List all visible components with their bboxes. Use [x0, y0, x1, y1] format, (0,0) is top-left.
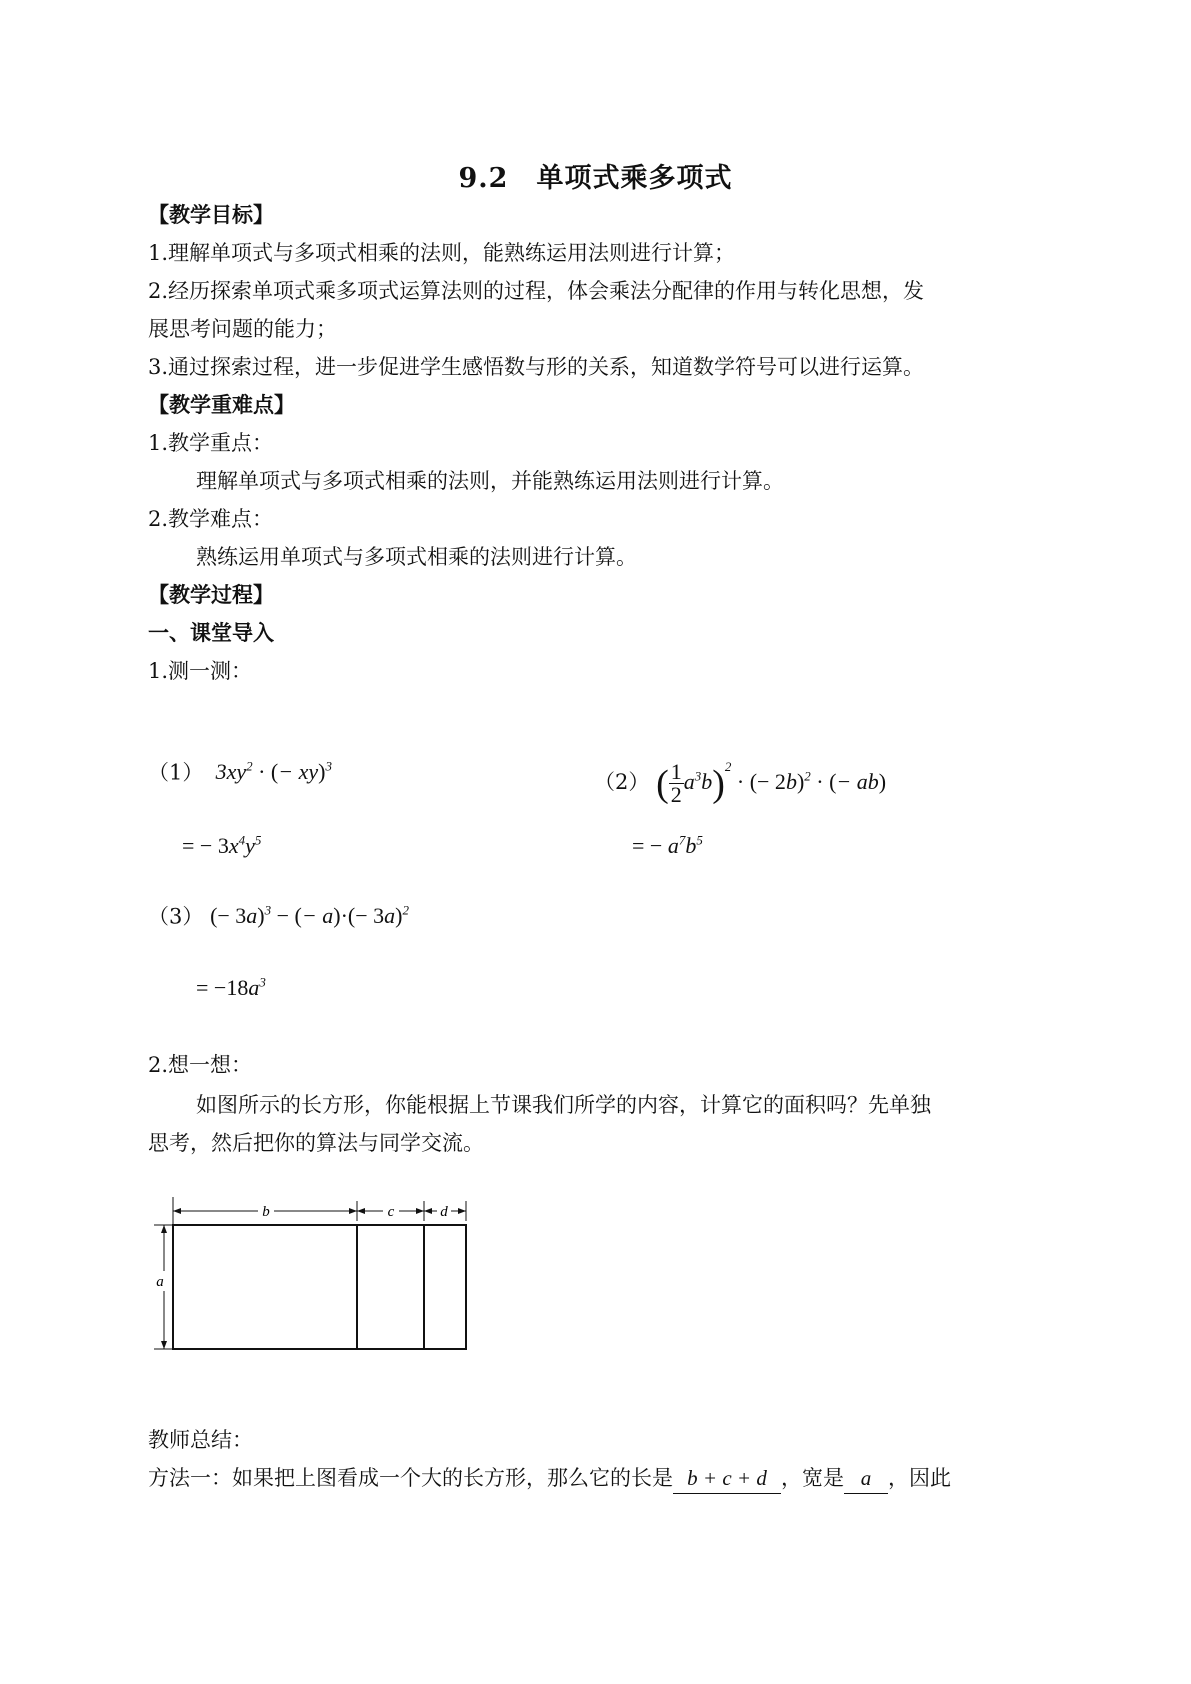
difficulty-text: 熟练运用单项式与多项式相乘的法则进行计算。 — [196, 545, 637, 569]
problem-3-answer — [196, 968, 266, 1003]
big-rectangle — [173, 1225, 466, 1349]
objectives-heading: 【教学目标】 — [148, 202, 274, 227]
problem-1-answer — [182, 826, 261, 861]
objective-item-2: 2.经历探索单项式乘多项式运算法则的过程，体会乘法分配律的作用与转化思想，发 — [148, 279, 925, 303]
objective-item-2-cont: 展思考问题的能力； — [148, 317, 337, 341]
problem-3-expression: (− 3a)$^3$ − (− $a)\cdot(- 3a)^2$ — [210, 903, 409, 929]
problem-3 — [148, 896, 409, 931]
think-text-2: 思考，然后把你的算法与同学交流。 — [148, 1131, 484, 1155]
method-1-text-a: 方法一：如果把上图看成一个大的长方形，那么它的长是 — [148, 1466, 673, 1490]
label-a: a — [156, 1274, 164, 1290]
problem-2 — [594, 752, 886, 806]
process-heading: 【教学过程】 — [148, 582, 274, 607]
label-d: d — [440, 1204, 448, 1220]
rectangle-figure — [140, 1195, 480, 1360]
objective-item-1: 1.理解单项式与多项式相乘的法则，能熟练运用法则进行计算； — [148, 241, 736, 265]
key-points-heading: 【教学重难点】 — [148, 392, 295, 417]
problem-2-answer-expression: = − $a^7b^5$ — [632, 833, 703, 859]
problem-2-expression: ( $\frac{1}{2}$ $a^3b)^2$ · (− 2b)$^2$ · (− ab) — [656, 759, 887, 808]
problem-1 — [148, 752, 332, 787]
problem-1-answer-expression: = − $3x^4y^5$ — [182, 833, 262, 859]
focus-text: 理解单项式与多项式相乘的法则，并能熟练运用法则进行计算。 — [196, 469, 784, 493]
problem-1-label: （1） — [148, 760, 204, 785]
problem-3-answer-expression: = $-18a^3$ — [196, 975, 266, 1001]
problem-1-expression: $3xy^2$ · (− xy)$^3$ — [210, 759, 332, 785]
think-text-1: 如图所示的长方形，你能根据上节课我们所学的内容，计算它的面积吗？先单独 — [196, 1093, 931, 1117]
difficulty-label: 2.教学难点： — [148, 507, 274, 531]
label-b: b — [262, 1204, 270, 1220]
problem-2-label: （2） — [594, 770, 650, 794]
section-heading-intro: 一、课堂导入 — [148, 620, 274, 645]
problem-2-answer — [632, 826, 703, 861]
summary-label: 教师总结： — [148, 1428, 253, 1452]
problem-3-label: （3） — [148, 904, 204, 929]
method-1-text-c: ，因此 — [888, 1466, 951, 1490]
blank-length: b + c + d — [673, 1463, 781, 1494]
focus-label: 1.教学重点： — [148, 431, 274, 455]
method-1-text-b: ，宽是 — [781, 1466, 844, 1490]
objective-item-3: 3.通过探索过程，进一步促进学生感悟数与形的关系，知道数学符号可以进行运算。 — [148, 355, 925, 379]
page-title: 9.2 单项式乘多项式 — [458, 163, 733, 194]
label-c: c — [387, 1204, 395, 1220]
blank-width: a — [844, 1463, 888, 1494]
test-label: 1.测一测： — [148, 659, 253, 683]
method-1-line — [148, 1463, 951, 1494]
think-label: 2.想一想： — [148, 1053, 253, 1077]
